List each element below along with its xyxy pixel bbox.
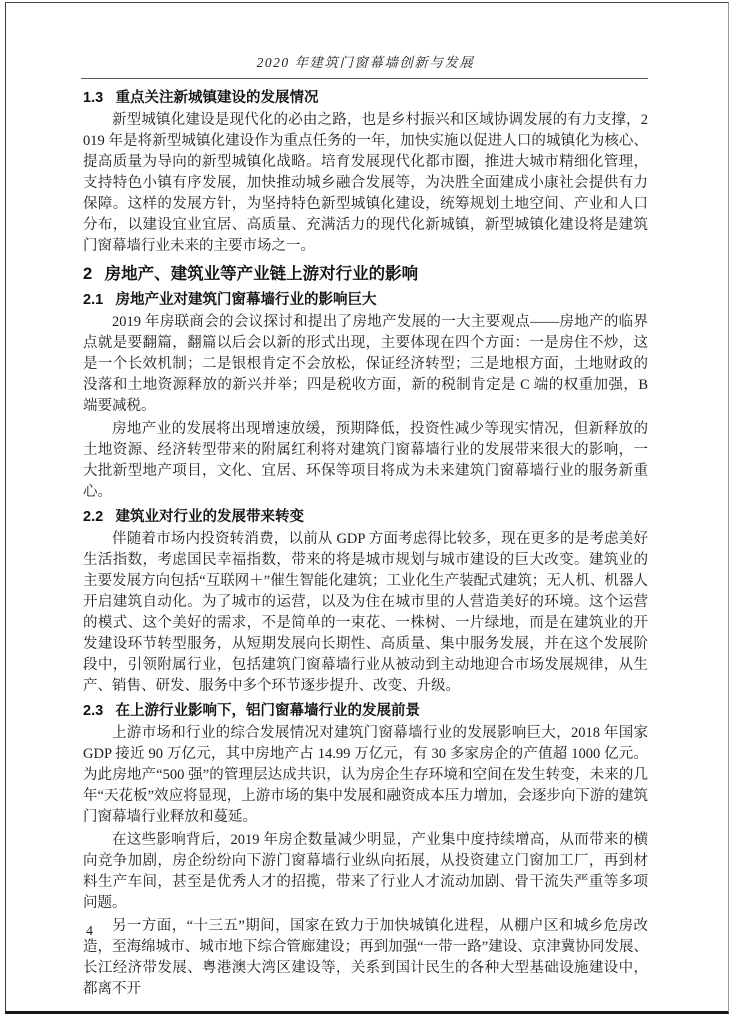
- section-number: 2: [83, 265, 93, 283]
- paragraph: 在这些影响背后，2019 年房企数量减少明显，产业集中度持续增高，从而带来的横向竞争加剧，房企纷纷向下游门窗幕墙行业纵向拓展，从投资建立门窗加工厂，再到材料生产车间，甚至是优秀人才的招揽，带来了行业人才流动加剧、骨干流失严重等多项问题。: [83, 832, 648, 911]
- section-number: 2.1: [83, 292, 104, 308]
- paragraph: 新型城镇化建设是现代化的必由之路，也是乡村振兴和区域协调发展的有力支撑，2019 年是将新型城镇化建设作为重点任务的一年，加快实施以促进人口的城镇化为核心、提高质量为导向的新型城镇化战略。培育发展现代化都市圈，推进大城市精细化管理，支持特色小镇有序发展，加快推动城乡融合发展等，为决胜全面建成小康社会提供有力保障。这样的发展方针，为坚持特色新型城镇化建设，统筹规划土地空间、产业和人口分布，以建设宜业宜居、高质量、充满活力的现代化新城镇，新型城镇化建设将是建筑门窗幕墙行业未来的主要市场之一。: [83, 112, 648, 254]
- paragraph: 伴随着市场内投资转消费，以前从 GDP 方面考虑得比较多，现在更多的是考虑美好生活指数，考虑国民幸福指数，带来的将是城市规划与城市建设的巨大改变。建筑业的主要发展方向包括“互联网＋”催生智能化建筑；工业化生产装配式建筑；无人机、机器人开启建筑自动化。为了城市的运营，以及为住在城市里的人营造美好的环境。这个运营的模式、这个美好的需求，不是简单的一束花、一株树、一片绿地，而是在建筑业的开发建设环节转型服务，从短期发展向长期性、高质量、集中服务发展，并在这个发展阶段中，引领附属行业，包括建筑门窗幕墙行业从被动到主动地迎合市场发展规律，从生产、销售、研发、服务中多个环节逐步提升、改变、升级。: [83, 531, 648, 694]
- running-header: 2020 年建筑门窗幕墙创新与发展: [256, 55, 475, 70]
- section-title: 在上游行业影响下，铝门窗幕墙行业的发展前景: [115, 703, 420, 719]
- section-number: 2.2: [83, 509, 104, 525]
- header-rule: [81, 78, 648, 79]
- section-title: 建筑业对行业的发展带来转变: [115, 509, 304, 525]
- section-heading-2-1: [83, 291, 648, 310]
- page-content: [83, 0, 648, 1000]
- paragraph: 另一方面，“十三五”期间，国家在致力于加快城镇化进程，从棚户区和城乡危房改造，至海绵城市、城市地下综合管廊建设；再到加强“一带一路”建设、京津冀协同发展、长江经济带发展、粤港澳大湾区建设等，关系到国计民生的各种大型基础设施建设中，都离不开: [83, 918, 648, 997]
- paragraph: 房地产业的发展将出现增速放缓，预期降低，投资性减少等现实情况，但新释放的土地资源、经济转型带来的附属红利将对建筑门窗幕墙行业的发展带来很大的影响，一大批新型地产项目，文化、宜居、环保等项目将成为未来建筑门窗幕墙行业的服务新重心。: [83, 421, 648, 500]
- section-number: 2.3: [83, 703, 104, 719]
- section-heading-2-2: [83, 508, 648, 527]
- section-number: 1.3: [83, 90, 104, 106]
- paragraph: 2019 年房联商会的会议探讨和提出了房地产发展的一大主要观点——房地产的临界点就是要翻篇，翻篇以后会以新的形式出现，主要体现在四个方面：一是房住不炒，这是一个长效机制；二是银根肯定不会放松，保证经济转型；三是地根方面，土地财政的没落和土地资源释放的新兴并举；四是税收方面，新的税制肯定是 C 端的权重加强，B 端要减税。: [83, 314, 648, 414]
- section-heading-2-3: [83, 702, 648, 721]
- section-heading-1-3: [83, 89, 648, 108]
- section-title: 房地产、建筑业等产业链上游对行业的影响: [104, 265, 419, 283]
- section-heading-2: [83, 263, 648, 286]
- page-number: 4: [86, 924, 93, 939]
- section-title: 房地产业对建筑门窗幕墙行业的影响巨大: [115, 292, 377, 308]
- paragraph: 上游市场和行业的综合发展情况对建筑门窗幕墙行业的发展影响巨大，2018 年国家 GDP 接近 90 万亿元，其中房地产占 14.99 万亿元，有 30 多家房企的产值超 1000 亿元。为此房地产“500 强”的管理层达成共识，认为房企生存环境和空间在发生转变，未来的几年“天花板”效应将显现，上游市场的集中发展和融资成本压力增加，会逐步向下游的建筑门窗幕墙行业释放和蔓延。: [83, 725, 648, 825]
- section-title: 重点关注新城镇建设的发展情况: [115, 90, 319, 106]
